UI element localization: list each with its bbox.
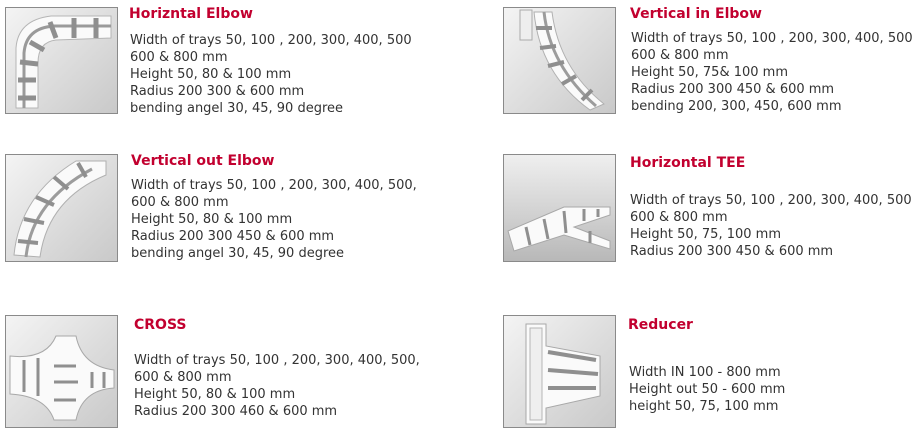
spec-line: bending 200, 300, 450, 600 mm	[631, 99, 842, 114]
product-title: Vertical out Elbow	[131, 153, 275, 169]
spec-line: Width IN 100 - 800 mm	[629, 365, 781, 380]
spec-line: 600 & 800 mm	[130, 50, 228, 65]
spec-line: height 50, 75, 100 mm	[629, 399, 779, 414]
spec-line: Radius 200 300 460 & 600 mm	[134, 404, 338, 419]
spec-line: Radius 200 300 & 600 mm	[130, 84, 305, 99]
vertical-in-elbow-image	[503, 7, 616, 114]
horizontal-elbow-image	[5, 7, 118, 114]
product-title: Horizontal TEE	[630, 155, 746, 171]
product-specs	[629, 364, 785, 415]
product-specs	[630, 192, 912, 260]
spec-line: bending angel 30, 45, 90 degree	[131, 246, 345, 261]
spec-line: bending angel 30, 45, 90 degree	[130, 101, 344, 116]
spec-line: Width of trays 50, 100 , 200, 300, 400, 500	[130, 33, 412, 48]
spec-line: Height 50, 80 & 100 mm	[131, 212, 293, 227]
spec-line: 600 & 800 mm	[631, 48, 729, 63]
spec-line: 600 & 800 mm	[134, 370, 232, 385]
spec-line: Width of trays 50, 100 , 200, 300, 400, 500	[630, 193, 912, 208]
cross-image	[5, 315, 118, 428]
spec-line: Radius 200 300 450 & 600 mm	[631, 82, 835, 97]
spec-line: Height 50, 80 & 100 mm	[134, 387, 296, 402]
spec-line: Width of trays 50, 100 , 200, 300, 400, 500,	[131, 178, 417, 193]
spec-line: Radius 200 300 450 & 600 mm	[131, 229, 335, 244]
spec-line: Height 50, 75, 100 mm	[630, 227, 781, 242]
product-title: Vertical in Elbow	[630, 6, 762, 22]
product-title: Horizntal Elbow	[129, 6, 253, 22]
horizontal-tee-image	[503, 154, 616, 262]
spec-line: 600 & 800 mm	[131, 195, 229, 210]
product-specs	[130, 32, 412, 117]
product-title: Reducer	[628, 317, 693, 333]
spec-line: Radius 200 300 450 & 600 mm	[630, 244, 834, 259]
product-specs	[131, 177, 417, 262]
spec-line: Height 50, 75& 100 mm	[631, 65, 788, 80]
spec-line: Width of trays 50, 100 , 200, 300, 400, 500	[631, 31, 913, 46]
vertical-out-elbow-image	[5, 154, 118, 262]
product-title: CROSS	[134, 317, 187, 333]
spec-line: Height 50, 80 & 100 mm	[130, 67, 292, 82]
spec-line: 600 & 800 mm	[630, 210, 728, 225]
reducer-image	[503, 315, 616, 428]
spec-line: Width of trays 50, 100 , 200, 300, 400, 500,	[134, 353, 420, 368]
spec-line: Height out 50 - 600 mm	[629, 382, 786, 397]
product-specs	[631, 30, 913, 115]
product-specs	[134, 352, 420, 420]
